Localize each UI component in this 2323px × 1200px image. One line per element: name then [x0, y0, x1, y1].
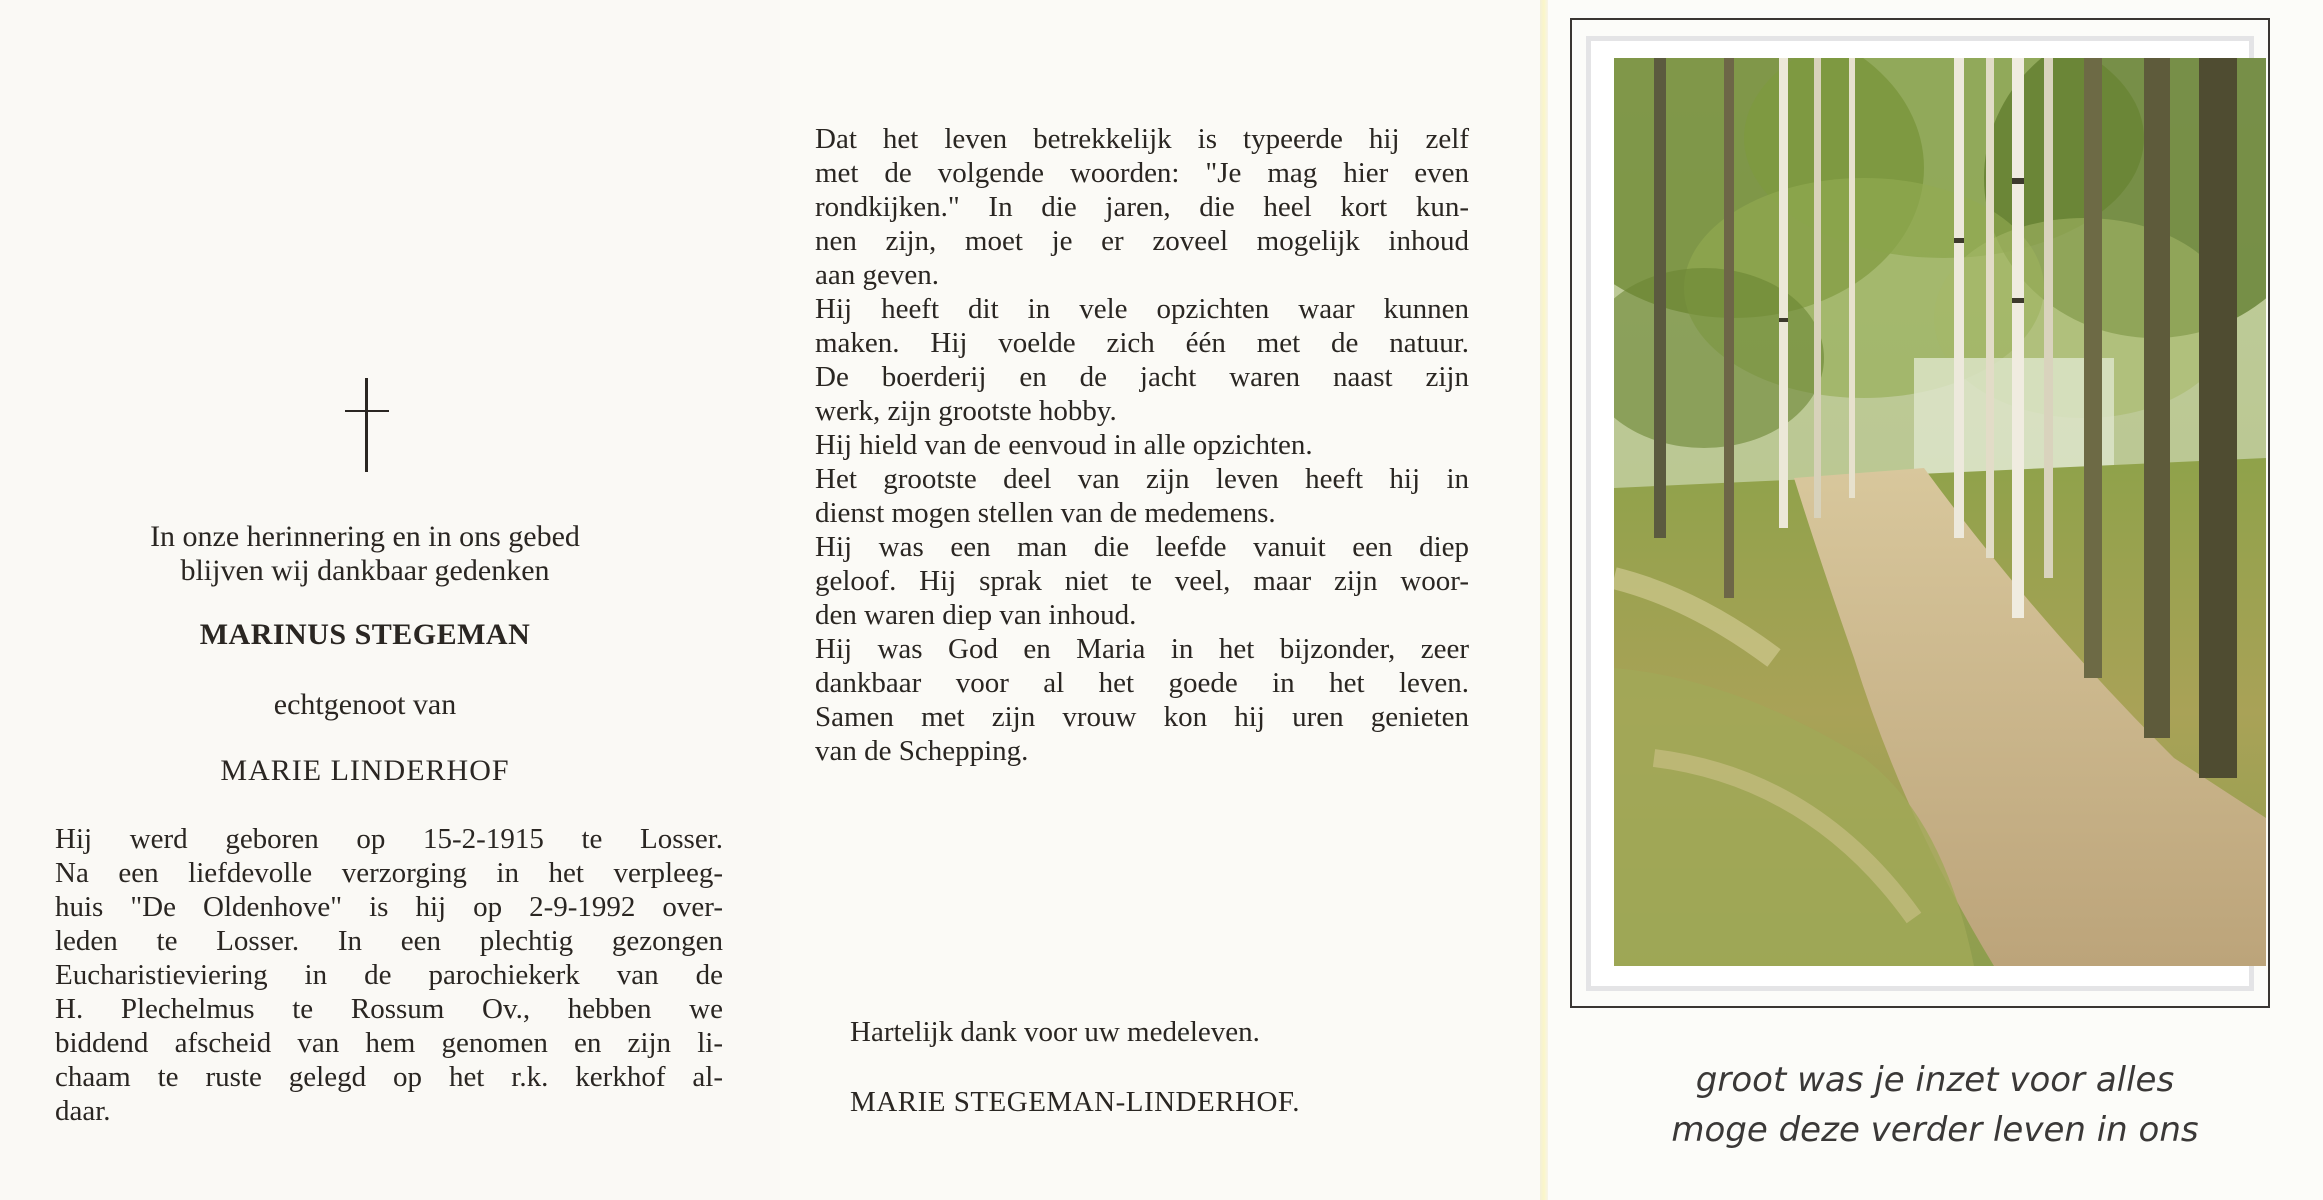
text-line: Hij hield van de eenvoud in alle opzichten. [815, 429, 1313, 461]
thanks-text: Hartelijk dank voor uw medeleven. [850, 1016, 1260, 1048]
text-line: Hij was God en Maria in het bijzonder, zeer [815, 633, 1469, 665]
text-line: den waren diep van inhoud. [815, 599, 1137, 631]
text-line: Samen met zijn vrouw kon hij uren genieten [815, 701, 1469, 733]
spouse-label: echtgenoot van [273, 688, 457, 721]
left-panel [0, 0, 780, 1200]
biography-text [55, 822, 723, 1128]
text-line: leden te Losser. In een plechtig gezongen [55, 925, 723, 957]
quote-line: moge deze verder leven in ons [1671, 1110, 2199, 1150]
text-line: huis "De Oldenhove" is hij op 2-9-1992 over- [55, 891, 723, 923]
text-line: dankbaar voor al het goede in het leven. [815, 667, 1469, 699]
text-line: van de Schepping. [815, 735, 1029, 767]
quote-line: groot was je inzet voor alles [1695, 1060, 2175, 1100]
text-line: aan geven. [815, 259, 939, 291]
text-line: Hij werd geboren op 15-2-1915 te Losser. [55, 823, 723, 855]
text-line: daar. [55, 1095, 111, 1127]
text-line: met de volgende woorden: "Je mag hier even [815, 157, 1469, 189]
text-line: rondkijken." In die jaren, die heel kort kun- [815, 191, 1469, 223]
text-line: Hij heeft dit in vele opzichten waar kunnen [815, 293, 1469, 325]
text-line: Dat het leven betrekkelijk is typeerde hij zelf [815, 123, 1469, 155]
deceased-name: MARINUS STEGEMAN [199, 618, 531, 651]
text-line: biddend afscheid van hem genomen en zijn li- [55, 1027, 723, 1059]
forest-path-photo [1614, 58, 2266, 966]
text-line: dienst mogen stellen van de medemens. [815, 497, 1276, 529]
text-line: chaam te ruste gelegd op het r.k. kerkhof al- [55, 1061, 723, 1093]
cross-icon [345, 378, 389, 472]
tribute-text [815, 122, 1469, 768]
text-line: Hij was een man die leefde vanuit een diep [815, 531, 1469, 563]
card-fold [1540, 0, 1548, 1200]
text-line: Het grootste deel van zijn leven heeft hij in [815, 463, 1469, 495]
text-line: geloof. Hij sprak niet te veel, maar zijn woor- [815, 565, 1469, 597]
memory-line: In onze herinnering en in ons gebed [150, 520, 580, 553]
memory-line: blijven wij dankbaar gedenken [180, 554, 550, 587]
text-line: werk, zijn grootste hobby. [815, 395, 1117, 427]
text-line: H. Plechelmus te Rossum Ov., hebben we [55, 993, 723, 1025]
text-line: Eucharistieviering in de parochiekerk van de [55, 959, 723, 991]
text-line: maken. Hij voelde zich één met de natuur. [815, 327, 1469, 359]
memory-text [60, 520, 670, 588]
signature: MARIE STEGEMAN-LINDERHOF. [850, 1086, 1300, 1118]
text-line: nen zijn, moet je er zoveel mogelijk inhoud [815, 225, 1469, 257]
text-line: De boerderij en de jacht waren naast zijn [815, 361, 1469, 393]
spouse-name: MARIE LINDERHOF [220, 754, 510, 787]
text-line: Na een liefdevolle verzorging in het verpleeg- [55, 857, 723, 889]
